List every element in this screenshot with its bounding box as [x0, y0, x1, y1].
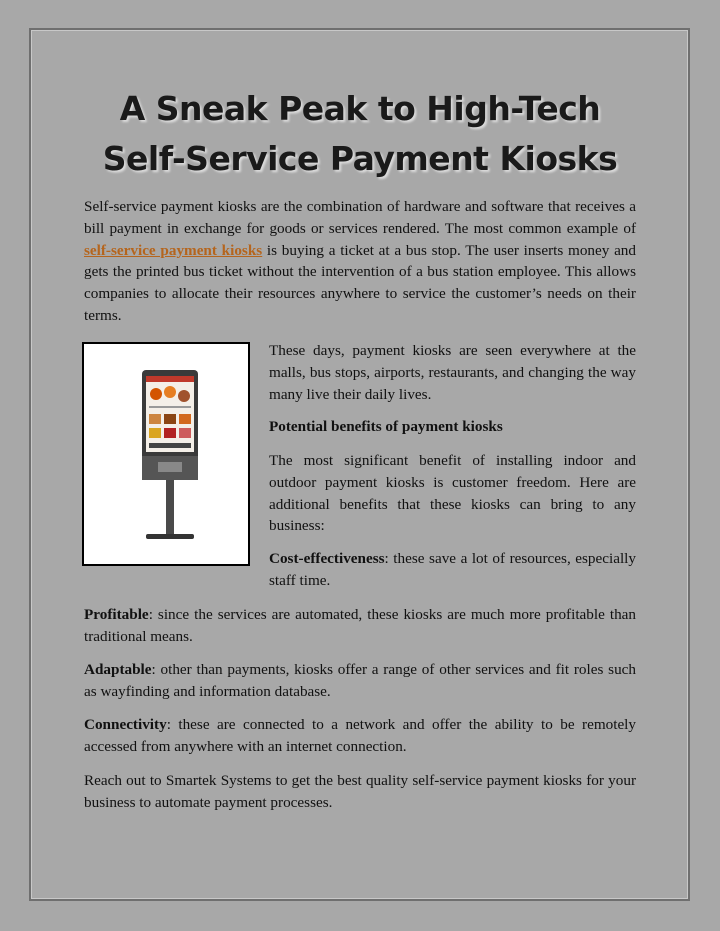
kiosk-image — [82, 342, 250, 566]
benefit-text: : since the services are automated, these kiosks are much more profitable than traditional means. — [84, 606, 636, 645]
side-paragraph-1: These days, payment kiosks are seen everywhere at the malls, bus stops, airports, restaurants, and changing the way many live their daily lives. — [269, 342, 636, 403]
benefit-text: : other than payments, kiosks offer a range of other services and fit roles such as wayfinding and information database. — [84, 661, 636, 700]
closing-paragraph: Reach out to Smartek Systems to get the best quality self-service payment kiosks for your business to automate payment processes. — [84, 772, 636, 811]
intro-text-after: is buying a ticket at a bus stop. The user inserts money and gets the printed bus ticket without the intervention of a bus station employee. This allows companies to allocate their resources anywhere to service the customer’s needs on their terms. — [84, 241, 636, 324]
benefit-label: Profitable — [84, 606, 149, 623]
title-line-1: A Sneak Peak to High-Tech — [119, 89, 601, 128]
benefit-connectivity — [84, 714, 636, 758]
cost-effectiveness-item — [269, 548, 636, 592]
kiosk-link[interactable]: self-service payment kiosks — [84, 241, 263, 259]
side-paragraph-2: The most significant benefit of installing indoor and outdoor payment kiosks is customer freedom. Here are additional benefits that these kiosks can bring to any business: — [269, 452, 636, 535]
benefits-heading-text: Potential benefits of payment kiosks — [269, 418, 503, 435]
benefit-label: Adaptable — [84, 661, 152, 678]
cost-effectiveness-label: Cost-effectiveness — [269, 550, 385, 567]
benefit-profitable — [84, 604, 636, 648]
payment-kiosk-illustration-icon — [84, 344, 248, 564]
benefit-adaptable — [84, 659, 636, 703]
intro-paragraph — [84, 196, 636, 327]
page-title — [0, 84, 720, 184]
cost-effectiveness-text: : these save a lot of resources, especially staff time. — [269, 550, 636, 589]
intro-text-before: Self-service payment kiosks are the combination of hardware and software that receives a bill payment in exchange for goods or services rendered. The most common example of — [84, 198, 636, 237]
benefits-heading — [269, 416, 636, 438]
title-line-2: Self-Service Payment Kiosks — [102, 139, 618, 178]
benefit-label: Connectivity — [84, 716, 167, 733]
benefit-text: : these are connected to a network and offer the ability to be remotely accessed from anywhere with an internet connection. — [84, 716, 636, 755]
